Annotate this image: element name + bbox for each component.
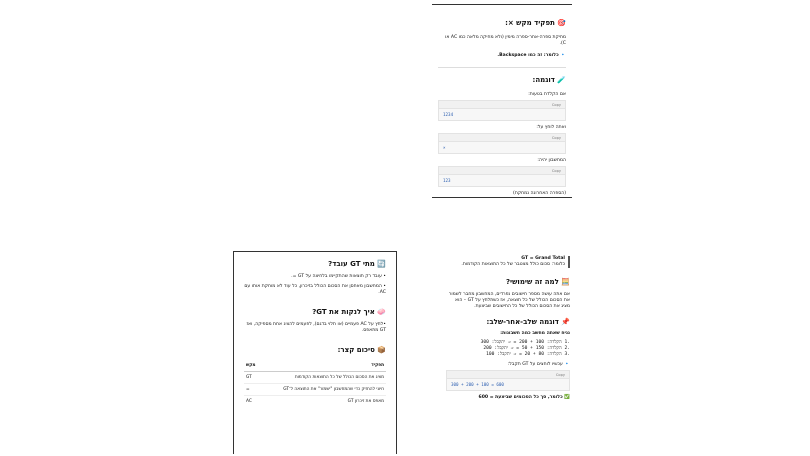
example-label-3: המחשבון יהיה: xyxy=(537,158,566,163)
table-row xyxy=(244,384,386,396)
steps-list xyxy=(446,340,570,358)
section-title-when: 🔄 מתי GT עובד? xyxy=(328,260,386,268)
code-text: 1234 xyxy=(443,112,454,117)
code-block-2 xyxy=(438,133,566,154)
section-title-summary: 📦 סיכום קצר: xyxy=(337,346,386,354)
when-item: • עובד רק תוצאות שהתקיימו בלחיצה על GT =. xyxy=(291,274,386,279)
section-title-why: 🧮 למה זה שימושי? xyxy=(505,278,570,286)
code-header xyxy=(439,134,565,142)
copy-button[interactable]: Copy xyxy=(551,102,561,107)
table-cell-role: מציג את הסכום הכולל של כל התוצאות הקודמות xyxy=(294,375,384,380)
why-text: אם אתה עושה מספר חישובים נפרדים, המחשבון מחבר לשמור את הסכום הכולל של כל תוצאה, אז כשתלחץ על GT – הוא מציג את הסכום הכולל של כל החישובים שביצעת. xyxy=(448,292,570,309)
steps-subtitle: נניח שאתה מחשב כמה חשבונות: xyxy=(500,331,570,336)
table-header-key: מקש xyxy=(246,363,256,368)
table-header-row xyxy=(244,360,386,372)
copy-button[interactable]: Copy xyxy=(551,168,561,173)
section-title-steps: 📌 דוגמה שלב-אחר-שלב: xyxy=(486,318,570,326)
table-cell-role: מאפס את זיכרון GT xyxy=(347,399,384,404)
table-cell-key: AC xyxy=(246,399,252,404)
summary-table xyxy=(244,360,386,407)
code-block-1 xyxy=(438,100,566,121)
table-cell-key: = xyxy=(246,387,250,392)
code-block-3 xyxy=(438,166,566,187)
panel-gt-usage xyxy=(233,251,397,454)
step-item: .3 הקלדה: 80 + 20 = ⇒ יתקבל: 100 xyxy=(486,352,570,357)
section-title-reset: 🧼 איך לנקות את GT? xyxy=(312,308,386,316)
code-text: × xyxy=(443,145,446,150)
role-note: 🔹 כלומר: זה כמו Backspace. xyxy=(497,53,566,58)
gt-definition: GT = Grand Total xyxy=(521,256,565,261)
when-item: • המחשבון מאחסן את הסכום הכולל בזיכרון, כל עוד לא מוחקת אותו עם AC. xyxy=(244,284,386,295)
gt-definition-rest: כלומר: סכום כולל מצטבר של כל התוצאות הקודמות. xyxy=(461,262,565,267)
panel-gt-explanation xyxy=(444,254,572,454)
section-title-role: 🎯 תפקיד מקש ×: xyxy=(505,19,566,27)
example-label-2: ואתה לוחץ על: xyxy=(536,125,566,130)
table-cell-key: GT xyxy=(246,375,252,380)
step-item: .2 הקלדה: 150 + 50 = ⇒ יתקבל: 200 xyxy=(483,346,570,351)
reset-text: •לחץ על AC פעמיים (או תלוי בדגם), לפעמים להציג אחת מספיקה, ואז GT מתאפס. xyxy=(246,322,386,333)
step-item: .1 הקלדה: 100 + 200 = ⇒ יתקבל: 300 xyxy=(480,340,570,345)
code-text: 123 xyxy=(443,178,451,183)
role-description: מחיקת ספרה-אחר-ספרה מימין (ולא מחיקה מלאה כמו AC או C). xyxy=(445,35,566,46)
gt-definition-block xyxy=(446,256,570,268)
table-cell-role: חיוני להחזיק כדי שהמחשבון "ישמור" את התוצאה ל־GT xyxy=(283,387,384,392)
result-text: ✅ כלומר, סך כל הסכומים שביצעת = 600 xyxy=(478,395,570,400)
copy-button[interactable]: Copy xyxy=(555,372,565,377)
table-row xyxy=(244,372,386,384)
table-row xyxy=(244,396,386,408)
example-trailing-note: (הספרה האחרונה נמחקת) xyxy=(513,191,566,196)
table-header-role: תפקיד xyxy=(371,363,384,368)
code-header xyxy=(439,167,565,175)
section-title-example: 🧪 דוגמה: xyxy=(532,76,566,84)
copy-button[interactable]: Copy xyxy=(551,135,561,140)
code-header xyxy=(439,101,565,109)
panel-backspace-explanation xyxy=(432,4,572,198)
code-text: 300 + 200 + 100 = 600 xyxy=(451,382,504,387)
gt-press-text: 🔹 עכשיו לוחצים על GT תקבל: xyxy=(507,362,570,367)
divider xyxy=(438,67,566,68)
code-block-gt xyxy=(446,370,570,391)
example-label-1: אם הקלדת בטעות: xyxy=(528,92,566,97)
code-header xyxy=(447,371,569,379)
